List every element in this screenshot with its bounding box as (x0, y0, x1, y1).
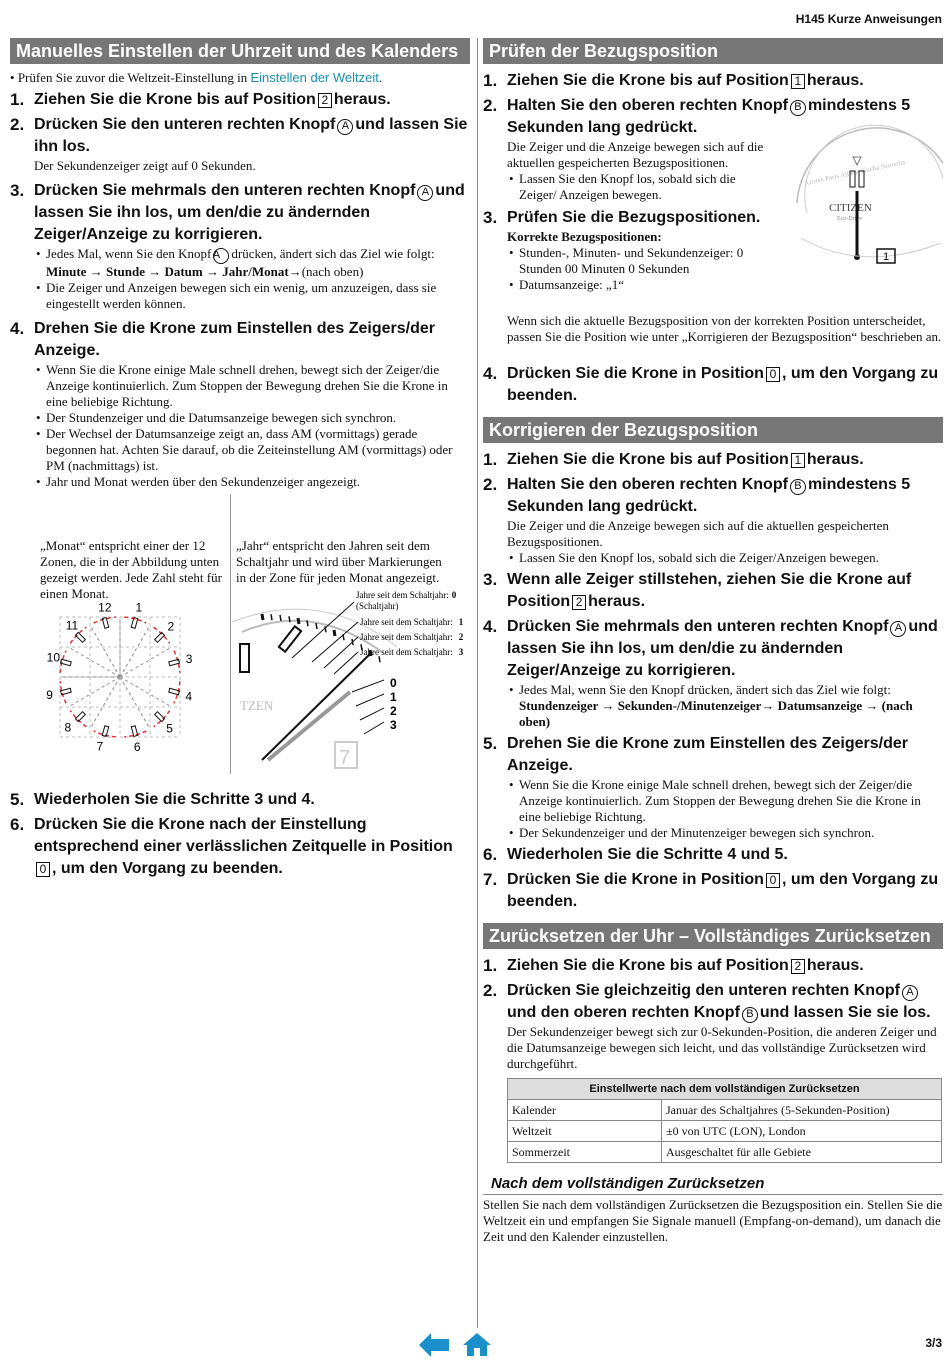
year-num-2: 2 (390, 704, 397, 718)
month-number: 8 (64, 720, 72, 735)
year-tick (298, 618, 299, 624)
year-num-3: 3 (390, 718, 397, 732)
step-4-bullet-2: • Der Stundenzeiger und die Datumsanzeige bewegen sich synchron. (10, 410, 470, 426)
home-icon[interactable] (462, 1331, 492, 1357)
bullet-text: Jedes Mal, wenn Sie den Knopf (46, 246, 212, 261)
month-number: 4 (185, 689, 193, 704)
label-year-0b: (Schaltjahr) (356, 601, 399, 611)
step-text: heraus. (806, 451, 864, 468)
hour-index-mark (155, 712, 165, 722)
after-reset-text: Stellen Sie nach dem vollständigen Zurücksetzen die Bezugsposition ein. Stellen Sie die Weltzeit ein und empfangen Sie Signale manuell (Empfang-on-demand), um danach die Zeit und den Kalender einzustellen. (483, 1197, 943, 1244)
zone-spoke (120, 647, 172, 677)
label-text: Jahre seit dem Schaltjahr: (360, 632, 453, 642)
check-note: Wenn sich die aktuelle Bezugsposition von der korrekten Position unterscheidet, passen Sie die Position wie unter „Korrigieren der Bezugsposition“ beschrieben an. (507, 313, 942, 344)
step-number: 5. (483, 734, 498, 753)
step-number: 3. (10, 181, 25, 200)
hour-index-mark (155, 632, 165, 642)
month-number: 10 (46, 650, 61, 665)
step-4-bullet-1: • Wenn Sie die Krone einige Male schnell drehen, bewegt sich der Zeiger/die Anzeige kontinuierlich. Zum Stoppen der Bewegung drehen Sie die Krone in eine beliebige Richtung. (10, 362, 470, 410)
step-3-bullet-2: • Die Zeiger und Anzeigen bewegen sich ein wenig, um anzuzeigen, dass sie eingestellt werden können. (10, 280, 470, 312)
table-value: Januar des Schaltjahres (5-Sekunden-Position) (662, 1100, 942, 1121)
crown-position-box: 2 (791, 959, 805, 974)
page-number: 3/3 (925, 1336, 942, 1350)
button-a-icon: A (890, 621, 906, 637)
label-year-3 (360, 647, 464, 657)
month-caption: „Monat“ entspricht einer der 12 Zonen, die in der Abbildung unten gezeigt werden. Jede Zahl steht für einen Monat. (40, 538, 222, 601)
year-tick (271, 614, 272, 620)
watch-brand: TZEN (240, 698, 274, 713)
step-number: 4. (483, 364, 498, 383)
correct-step-5-bullet-2: • Der Sekundenzeiger und der Minutenzeiger bewegen sich synchron. (483, 825, 943, 841)
step-text: Prüfen Sie die Bezugspositionen. (507, 209, 761, 226)
step-text: Ziehen Sie die Krone bis auf Position (34, 91, 316, 108)
step-text: Drücken Sie mehrmals den unteren rechten Knopf (507, 618, 889, 635)
step-text: Wiederholen Sie die Schritte 4 und 5. (507, 846, 788, 863)
figure-divider (230, 494, 231, 774)
table-row (508, 1100, 942, 1121)
step-text: Drücken Sie die Krone in Position (507, 365, 764, 382)
step-text: mindestens 5 Sekunden lang gedrückt. (507, 97, 911, 136)
correct-step-2-bullet: • Lassen Sie den Knopf los, sobald sich die Zeiger/Anzeigen bewegen. (483, 550, 943, 566)
year-tick (316, 623, 317, 629)
correct-step-4 (483, 616, 943, 682)
step-number: 2. (483, 475, 498, 494)
check-step-3-sub: Korrekte Bezugspositionen: (507, 229, 662, 244)
zone-spoke (90, 677, 120, 729)
year-tick (289, 616, 290, 622)
correct-step-4-bullet (483, 682, 943, 730)
correct-step-1 (483, 449, 943, 471)
step-text: Drehen Sie die Krone zum Einstellen des Zeigers/der Anzeige. (34, 320, 436, 359)
step-number: 4. (483, 617, 498, 636)
button-a-icon: A (902, 985, 918, 1001)
step-text: Drücken Sie mehrmals den unteren rechten Knopf (34, 182, 416, 199)
year-tick (307, 620, 308, 626)
year-tick (262, 614, 263, 620)
zone-spoke (90, 625, 120, 677)
zone-spoke (120, 625, 150, 677)
left-step-2 (10, 114, 470, 158)
year-tick (334, 630, 335, 636)
step-text: heraus. (333, 91, 391, 108)
zone-spoke (120, 677, 172, 707)
check-step-2-bullet: • Lassen Sie den Knopf los, sobald sich die Zeiger/ Anzeigen bewegen. (483, 171, 773, 203)
month-number: 12 (98, 600, 112, 615)
crown-position-box: 0 (766, 873, 780, 888)
month-number: 7 (96, 739, 104, 754)
check-step-4 (483, 363, 943, 407)
label-text: Jahre seit dem Schaltjahr: (356, 590, 449, 600)
left-column (10, 38, 470, 880)
correct-step-5-bullet-1: • Wenn Sie die Krone einige Male schnell drehen, bewegt sich der Zeiger/die Anzeige kontinuierlich. Zum Stoppen der Bewegung drehen Sie die Krone in eine beliebige Richtung. (483, 777, 943, 825)
step-text: und lassen Sie ihn los, um den/die zu ändernden Zeiger/Anzeige zu korrigieren. (34, 182, 465, 243)
pre-note: • Prüfen Sie zuvor die Weltzeit-Einstellung in Einstellen der Weltzeit. (10, 70, 383, 85)
crown-position-box: 1 (791, 453, 805, 468)
step-number: 1. (483, 956, 498, 975)
crown-position-box: 2 (318, 93, 332, 108)
table-header: Einstellwerte nach dem vollständigen Zurücksetzen (508, 1079, 942, 1100)
center-pin (854, 254, 860, 260)
step-number: 6. (483, 845, 498, 864)
correct-step-5 (483, 733, 943, 777)
step-text: Halten Sie den oberen rechten Knopf (507, 476, 788, 493)
step-text: , um den Vorgang zu beenden. (52, 860, 283, 877)
table-key: Kalender (508, 1100, 662, 1121)
table-value: ±0 von UTC (LON), London (662, 1121, 942, 1142)
column-divider (477, 38, 478, 1328)
month-number: 11 (65, 618, 79, 633)
crown-position-box: 2 (572, 595, 586, 610)
month-number: 5 (166, 721, 173, 736)
left-step-6 (10, 814, 470, 880)
year-num-0: 0 (390, 676, 397, 690)
world-time-link[interactable]: Einstellen der Weltzeit (250, 70, 379, 85)
step-text: Drücken Sie den unteren rechten Knopf (34, 116, 336, 133)
step-text: Wiederholen Sie die Schritte 3 und 4. (34, 791, 315, 808)
twelve-marker (853, 157, 861, 165)
step-number: 3. (483, 570, 498, 589)
step-text: Ziehen Sie die Krone bis auf Position (507, 957, 789, 974)
year-arrows (352, 680, 384, 734)
crown-position-num: 1 (883, 251, 890, 263)
label-text: Jahre seit dem Schaltjahr: (360, 617, 453, 627)
step-text: Wenn alle Zeiger stillstehen, ziehen Sie die Krone auf Position (507, 571, 912, 610)
sequence-text: Minute → Stunde → Datum → Jahr/Monat (46, 264, 289, 279)
watch-brand-label: CITIZEN (829, 202, 872, 214)
label-text: Jahre seit dem Schaltjahr: (360, 647, 453, 657)
button-a-icon: A (337, 119, 353, 135)
step-text: heraus. (588, 593, 646, 610)
step-number: 3. (483, 208, 498, 227)
step-text: , um den Vorgang zu beenden. (507, 365, 939, 404)
right-column (483, 38, 943, 1245)
left-step-3 (10, 180, 470, 246)
sequence-text: Stundenzeiger → Sekunden-/Minutenzeiger→ Datumsanzeige → (nach oben) (519, 698, 913, 729)
year-marks-diagram (232, 592, 472, 772)
step-text: heraus. (806, 72, 864, 89)
crown-position-box: 1 (791, 74, 805, 89)
check-details-text (483, 139, 773, 293)
correct-step-2-sub: Die Zeiger und die Anzeige bewegen sich auf die aktuellen gespeicherten Bezugspositionen. (507, 518, 889, 549)
hour-index-mark (75, 712, 85, 722)
step-text: Drücken Sie gleichzeitig den unteren rechten Knopf (507, 982, 900, 999)
step-text: Drücken Sie die Krone in Position (507, 871, 764, 888)
label-num: 1 (458, 617, 464, 627)
step-text: Drehen Sie die Krone zum Einstellen des Zeigers/der Anzeige. (507, 735, 909, 774)
step-text: , um den Vorgang zu beenden. (507, 871, 939, 910)
back-arrow-icon[interactable] (415, 1331, 451, 1359)
watch-cities: Azores Paris Athens Nucha Noronha (803, 158, 906, 188)
step-number: 2. (483, 981, 498, 1000)
step-number: 1. (483, 71, 498, 90)
label-num: 2 (458, 632, 464, 642)
step-text: und den oberen rechten Knopf (507, 1004, 740, 1021)
step-4-bullet-4: • Jahr und Monat werden über den Sekundenzeiger angezeigt. (10, 474, 470, 490)
month-number: 9 (46, 687, 53, 702)
hour-index (240, 644, 249, 672)
step-text: Ziehen Sie die Krone bis auf Position (507, 451, 789, 468)
year-tick (379, 656, 380, 662)
section-title-correct-reference: Korrigieren der Bezugsposition (483, 417, 943, 443)
reset-step-2 (483, 980, 943, 1024)
correct-step-7 (483, 869, 943, 913)
correct-step-3 (483, 569, 943, 613)
label-year-2 (360, 632, 464, 642)
month-year-figure (10, 494, 470, 786)
second-hand (262, 652, 372, 760)
table-key: Sommerzeit (508, 1142, 662, 1163)
table-row (508, 1121, 942, 1142)
year-num-1: 1 (390, 690, 397, 704)
step-text: heraus. (806, 957, 864, 974)
month-number: 1 (135, 600, 143, 615)
bullet-text: Jedes Mal, wenn Sie den Knopf drücken, ändert sich das Ziel wie folgt: (519, 682, 891, 697)
correct-step-6 (483, 844, 943, 866)
step-text: mindestens 5 Sekunden lang gedrückt. (507, 476, 911, 515)
check-details (483, 139, 943, 293)
date-glyph: 7 (339, 747, 351, 769)
reset-step-1 (483, 955, 943, 977)
label-year-0 (356, 590, 457, 600)
check-step-3 (483, 207, 773, 229)
crown-position-box: 0 (36, 862, 50, 877)
label-year-1 (360, 617, 464, 627)
step-number: 5. (10, 790, 25, 809)
year-tick (280, 615, 281, 621)
label-num: 0 (451, 590, 457, 600)
button-b-icon: B (790, 479, 806, 495)
step-number: 2. (10, 115, 25, 134)
label-num: 3 (458, 647, 464, 657)
month-number: 2 (167, 619, 175, 634)
step-number: 6. (10, 815, 25, 834)
sequence-tail: →(nach oben) (288, 264, 364, 279)
section-title-manual-setting: Manuelles Einstellen der Uhrzeit und des Kalenders (10, 38, 470, 64)
hour-index-mark (75, 632, 85, 642)
zone-spoke (120, 677, 150, 729)
button-a-icon: A (417, 185, 433, 201)
left-step-4 (10, 318, 470, 362)
reset-step-2-sub: Der Sekundenzeiger bewegt sich zur 0-Sekunden-Position, die anderen Zeiger und die Datumsanzeige bewegen sich leicht, und das vollständige Zurücksetzen wird durchgeführt. (507, 1024, 937, 1071)
step-3-bullet-1 (10, 246, 470, 280)
watch-sub-label: Eco-Drive (837, 216, 862, 222)
step-text: und lassen Sie ihn los, um den/die zu ändernden Zeiger/Anzeige zu korrigieren. (507, 618, 938, 679)
check-step-3-bullet-1: • Stunden-, Minuten- und Sekundenzeiger: 0 Stunden 00 Minuten 0 Sekunden (483, 245, 773, 277)
section-title-check-reference: Prüfen der Bezugsposition (483, 38, 943, 64)
year-caption: „Jahr“ entspricht den Jahren seit dem Schaltjahr und wird über Markierungen in der Zone für jeden Monat angezeigt. (236, 538, 442, 585)
step-number: 2. (483, 96, 498, 115)
button-a-icon: A (213, 248, 229, 264)
after-reset-heading: Nach dem vollständigen Zurücksetzen (483, 1175, 943, 1195)
watch-reference-illustration (793, 133, 943, 268)
check-step-1 (483, 70, 943, 92)
step-4-bullet-3: • Der Wechsel der Datumsanzeige zeigt an, dass AM (vormittags) gerade begonnen hat. Achten Sie darauf, ob die Zeiteinstellung AM (vormittags) oder PM (nachmittags) ist. (10, 426, 470, 474)
table-header-row (508, 1079, 942, 1100)
step-text: Ziehen Sie die Krone bis auf Position (507, 72, 789, 89)
table-row (508, 1142, 942, 1163)
hour-index-2 (279, 626, 301, 651)
pre-note-text: Prüfen Sie zuvor die Weltzeit-Einstellung in (17, 70, 248, 85)
step-text: und lassen Sie sie los. (759, 1004, 931, 1021)
step-2-sub: Der Sekundenzeiger zeigt auf 0 Sekunden. (34, 158, 256, 173)
step-text: Drücken Sie die Krone nach der Einstellung entsprechend einer verlässlichen Zeitquelle in Position (34, 816, 453, 855)
check-step-3-bullet-2: • Datumsanzeige: „1“ (483, 277, 773, 293)
month-zones-diagram (10, 600, 230, 779)
table-key: Weltzeit (508, 1121, 662, 1142)
left-step-5 (10, 789, 470, 811)
crown-position-box: 0 (766, 367, 780, 382)
table-value: Ausgeschaltet für alle Gebiete (662, 1142, 942, 1163)
section-title-full-reset: Zurücksetzen der Uhr – Vollständiges Zurücksetzen (483, 923, 943, 949)
leader-line (324, 637, 358, 668)
button-b-icon: B (742, 1007, 758, 1023)
step-text: und lassen Sie ihn los. (34, 116, 468, 155)
correct-step-2 (483, 474, 943, 518)
step-number: 4. (10, 319, 25, 338)
hand-shadow (268, 692, 350, 760)
step-number: 7. (483, 870, 498, 889)
watch-bottom-arc (801, 238, 941, 257)
step-number: 1. (10, 90, 25, 109)
button-b-icon: B (790, 100, 806, 116)
step-text: Halten Sie den oberen rechten Knopf (507, 97, 788, 114)
left-step-1 (10, 89, 470, 111)
check-step-2-sub: Die Zeiger und die Anzeige bewegen sich auf die aktuellen gespeicherten Bezugspositionen. (507, 139, 764, 170)
reset-values-table (507, 1078, 942, 1163)
month-number: 3 (185, 652, 193, 667)
zone-spoke (68, 647, 120, 677)
document-header-title: H145 Kurze Anweisungen (795, 12, 942, 26)
step-number: 1. (483, 450, 498, 469)
zone-spoke (68, 677, 120, 707)
month-number: 6 (133, 739, 141, 754)
bullet-text: drücken, ändert sich das Ziel wie folgt: (231, 246, 435, 261)
